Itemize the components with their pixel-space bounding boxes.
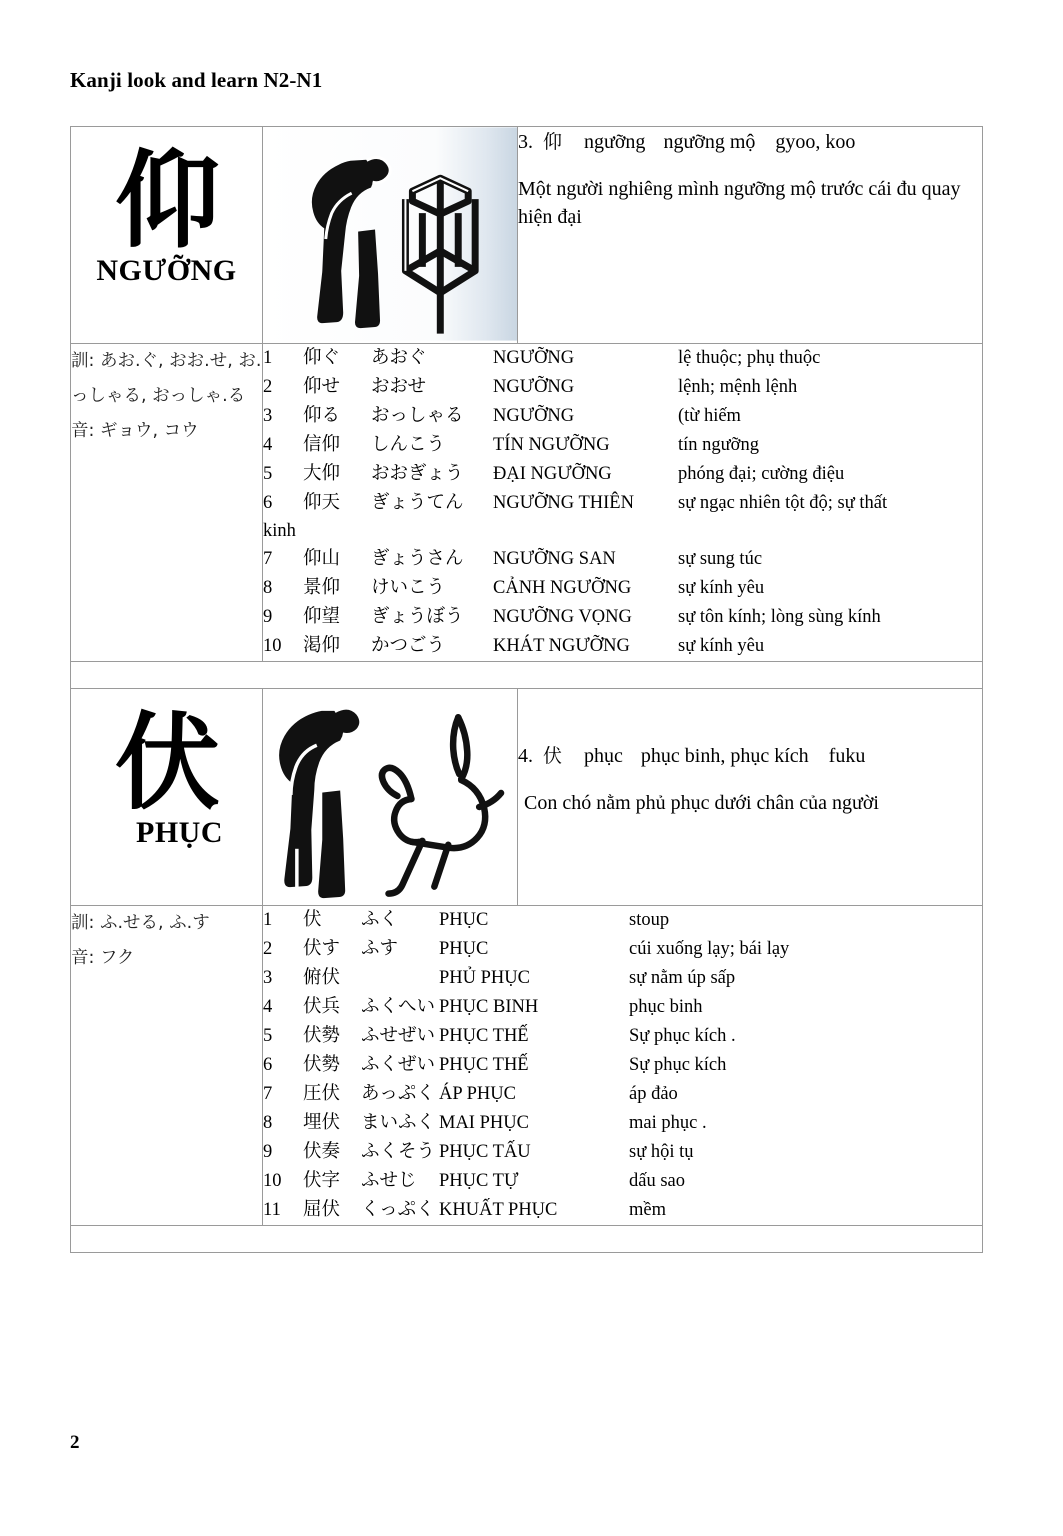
description-cell: [518, 689, 983, 906]
table-row: [263, 431, 982, 460]
vocab-index: 2: [263, 939, 273, 959]
mnemonic-story: Một người nghiêng mình ngưỡng mộ trước cái đu quay hiện đại: [518, 178, 961, 229]
table-row: [263, 603, 982, 632]
vocab-meaning: sự kính yêu: [678, 578, 765, 598]
vocab-kana: ふくそう: [361, 1141, 436, 1162]
vocab-hanviet: NGƯỠNG THIÊN: [493, 493, 634, 513]
vocab-index: 11: [263, 1200, 281, 1220]
vocab-hanviet: PHỤC TỰ: [439, 1171, 519, 1191]
vocab-kana: ぎょうてん: [371, 492, 464, 513]
vocab-kana: まいふく: [361, 1112, 436, 1133]
vocab-index: 3: [263, 968, 273, 988]
vocab-index: 9: [263, 1142, 273, 1162]
vocab-meaning: sự ngạc nhiên tột độ; sự thất: [678, 493, 888, 513]
vocab-word: 伏勢: [303, 1025, 341, 1046]
vocab-word: 伏す: [303, 938, 341, 959]
kanji-table: [70, 126, 983, 1253]
vocabulary-table-continued: [263, 545, 982, 661]
heading-romaji: gyoo, koo: [775, 131, 856, 153]
vocab-kana: おおせ: [371, 376, 426, 397]
entry-header-row: [71, 689, 983, 906]
vocab-word: 埋伏: [303, 1112, 341, 1133]
kanji-cell: [71, 127, 263, 344]
heading-romaji: fuku: [828, 745, 866, 767]
table-row: [263, 1022, 982, 1051]
table-row: [263, 1080, 982, 1109]
vocabulary-table: [263, 906, 982, 1225]
vocab-index: 9: [263, 607, 273, 627]
vocab-index: 5: [263, 1026, 273, 1046]
vocab-kana: [361, 964, 439, 993]
readings-cell: [71, 906, 263, 1226]
vocab-word: 圧伏: [303, 1083, 341, 1104]
table-row: [263, 935, 982, 964]
kanji-cell: [71, 689, 263, 906]
vocab-hanviet: PHỤC: [439, 939, 489, 959]
vocab-hanviet: NGƯỠNG: [493, 348, 575, 368]
vocab-word: 仰ぐ: [303, 347, 341, 368]
vocab-meaning: sự nằm úp sấp: [629, 968, 736, 988]
vocab-meaning: mềm: [629, 1200, 666, 1220]
on-reading: 音: ギョウ, コウ: [71, 421, 199, 441]
vocab-meaning: sự hội tụ: [629, 1142, 694, 1162]
vocab-kana: ふせぜい: [361, 1025, 436, 1046]
table-row: [263, 1196, 982, 1225]
mnemonic-image-cell: [263, 689, 518, 906]
vocab-word: 仰望: [303, 606, 341, 627]
kun-reading: 訓: ふ.せる, ふ.す: [71, 913, 210, 933]
vocab-meaning: mai phục .: [629, 1113, 707, 1133]
vocab-kana: ぎょうさん: [371, 548, 464, 569]
vocab-hanviet: NGƯỠNG: [493, 377, 575, 397]
vocab-hanviet: ĐẠI NGƯỠNG: [493, 464, 612, 484]
vocab-kana: ふく: [361, 909, 399, 930]
vocab-index: 10: [263, 1171, 282, 1191]
vocab-hanviet: NGƯỠNG VỌNG: [493, 607, 632, 627]
vocab-word: 仰山: [303, 548, 341, 569]
vocab-hanviet: TÍN NGƯỠNG: [493, 435, 610, 455]
table-row: [263, 906, 982, 935]
entry-number: 3.: [518, 131, 533, 153]
heading-reading: ngưỡng: [584, 131, 646, 153]
vocab-meaning: sự sung túc: [678, 549, 763, 569]
page-number: 2: [70, 1432, 80, 1453]
vocab-index: 1: [263, 348, 273, 368]
description-cell: [518, 127, 983, 344]
vocab-hanviet: PHỤC TẤU: [439, 1142, 531, 1162]
heading-meaning: ngưỡng mộ: [663, 131, 756, 153]
kanji-glyph: 仰: [114, 140, 218, 262]
vocab-hanviet: KHUẤT PHỤC: [439, 1200, 558, 1220]
vocab-meaning: áp đảo: [629, 1084, 678, 1104]
vocab-index: 4: [263, 997, 273, 1017]
vocab-word: 大仰: [303, 463, 341, 484]
vocab-kana: ふせじ: [361, 1170, 417, 1191]
vocab-kana: ふす: [361, 938, 399, 959]
section-spacer-row: [71, 662, 983, 689]
vocab-word: 伏奏: [303, 1141, 341, 1162]
vocab-kana: ぎょうぼう: [371, 606, 464, 627]
readings-cell: [71, 344, 263, 662]
person-standing-with-dog-lying-down-icon: [263, 689, 517, 903]
vocab-index: 8: [263, 578, 273, 598]
table-row: [263, 1138, 982, 1167]
vocab-word: 仰る: [303, 405, 341, 426]
vocab-meaning: sự tôn kính; lòng sùng kính: [678, 607, 881, 627]
vocab-word: 仰せ: [303, 376, 341, 397]
vocabulary-cell: [263, 344, 983, 662]
vocabulary-cell: [263, 906, 983, 1226]
vocab-kana: ふくへい: [361, 996, 436, 1017]
entry-detail-row: [71, 344, 983, 662]
vocab-meaning: Sự phục kích .: [629, 1026, 736, 1046]
vocab-kana: あおぐ: [371, 347, 427, 368]
vocab-index: 2: [263, 377, 273, 397]
table-row: [263, 373, 982, 402]
vocab-meaning: phục binh: [629, 997, 703, 1017]
table-row: [263, 489, 982, 518]
vocab-index: 8: [263, 1113, 273, 1133]
vocab-meaning-wrap: kinh: [263, 521, 296, 541]
trailing-spacer-row: [71, 1226, 983, 1253]
entry-header-row: [71, 127, 983, 344]
vocab-hanviet: PHỤC THẾ: [439, 1055, 529, 1075]
vocab-word: 景仰: [303, 577, 341, 598]
table-row: [263, 993, 982, 1022]
vocab-meaning: Sự phục kích: [629, 1055, 727, 1075]
vocab-index: 6: [263, 1055, 273, 1075]
vocab-index: 3: [263, 406, 273, 426]
vocab-word: 仰天: [303, 492, 341, 513]
vocab-word: 伏兵: [303, 996, 341, 1017]
table-row: [263, 460, 982, 489]
vocab-kana: おっしゃる: [371, 405, 464, 426]
vocab-word: 伏勢: [303, 1054, 341, 1075]
vocab-word: 信仰: [303, 434, 341, 455]
table-row: [263, 344, 982, 373]
vocab-word: 伏: [303, 909, 322, 930]
kanji-glyph: 伏: [114, 702, 218, 824]
vocab-meaning: tín ngưỡng: [678, 435, 759, 455]
vocab-hanviet: PHỤC BINH: [439, 997, 539, 1017]
vocab-kana: ふくぜい: [361, 1054, 436, 1075]
vocab-hanviet: MAI PHỤC: [439, 1113, 529, 1133]
kanji-hanviet-label: NGƯỠNG: [96, 254, 237, 288]
vocab-hanviet: KHÁT NGƯỠNG: [493, 636, 630, 656]
vocab-hanviet: NGƯỠNG SAN: [493, 549, 616, 569]
vocab-meaning: sự kính yêu: [678, 636, 765, 656]
heading-meaning: phục binh, phục kích: [640, 745, 809, 767]
vocab-index: 10: [263, 636, 282, 656]
vocab-index: 4: [263, 435, 273, 455]
table-row: [263, 545, 982, 574]
kun-reading: 訓: あお.ぐ, おお.せ, お.っしゃる, おっしゃ.る: [71, 351, 262, 406]
vocab-meaning: stoup: [629, 910, 670, 930]
vocabulary-table: [263, 344, 982, 518]
mnemonic-image-cell: [263, 127, 518, 344]
section-spacer: [71, 662, 983, 689]
vocab-hanviet: CẢNH NGƯỠNG: [493, 578, 632, 598]
description-heading: [518, 741, 982, 771]
vocab-hanviet: ÁP PHỤC: [439, 1084, 516, 1104]
vocab-kana: くっぷく: [361, 1199, 435, 1220]
table-row: [263, 1167, 982, 1196]
on-reading: 音: フク: [71, 948, 135, 968]
table-row: [263, 964, 982, 993]
vocab-meaning: cúi xuống lạy; bái lạy: [629, 939, 790, 959]
page-title: Kanji look and learn N2-N1: [70, 68, 323, 92]
heading-kanji: 仰: [543, 131, 563, 153]
vocab-index: 5: [263, 464, 273, 484]
vocab-index: 6: [263, 493, 273, 513]
heading-kanji: 伏: [543, 745, 563, 767]
vocab-word: 俯伏: [303, 967, 341, 988]
vocab-hanviet: PHỦ PHỤC: [439, 968, 530, 988]
vocab-meaning: (từ hiếm: [678, 406, 741, 426]
entry-detail-row: [71, 906, 983, 1226]
vocab-kana: けいこう: [371, 577, 446, 598]
vocab-meaning: phóng đại; cường điệu: [678, 464, 845, 484]
table-row: [263, 574, 982, 603]
trailing-spacer: [71, 1226, 983, 1253]
table-row: [263, 1051, 982, 1080]
person-bowing-before-ferris-wheel-icon: [263, 127, 517, 341]
table-row: [263, 402, 982, 431]
table-row: [263, 1109, 982, 1138]
mnemonic-story: Con chó nằm phủ phục dưới chân của người: [524, 792, 879, 814]
vocab-index: 1: [263, 910, 273, 930]
vocab-kana: かつごう: [371, 635, 446, 656]
vocab-hanviet: PHỤC THẾ: [439, 1026, 529, 1046]
table-row: [263, 632, 982, 661]
vocab-meaning: lệnh; mệnh lệnh: [678, 377, 798, 397]
vocab-index: 7: [263, 549, 273, 569]
vocab-meaning: dấu sao: [629, 1171, 685, 1191]
vocab-kana: おおぎょう: [371, 463, 464, 484]
kanji-hanviet-label: PHỤC: [136, 816, 223, 850]
heading-reading: phục: [584, 745, 623, 767]
vocab-word: 渇仰: [303, 635, 341, 656]
vocab-word: 屈伏: [303, 1199, 341, 1220]
entry-number: 4.: [518, 745, 533, 767]
description-heading: [518, 127, 982, 157]
vocab-kana: あっぷく: [361, 1083, 435, 1104]
vocab-kana: しんこう: [371, 434, 446, 455]
vocab-meaning: lệ thuộc; phụ thuộc: [678, 348, 821, 368]
vocab-index: 7: [263, 1084, 273, 1104]
vocab-hanviet: PHỤC: [439, 910, 489, 930]
vocab-word: 伏字: [303, 1170, 341, 1191]
vocab-hanviet: NGƯỠNG: [493, 406, 575, 426]
